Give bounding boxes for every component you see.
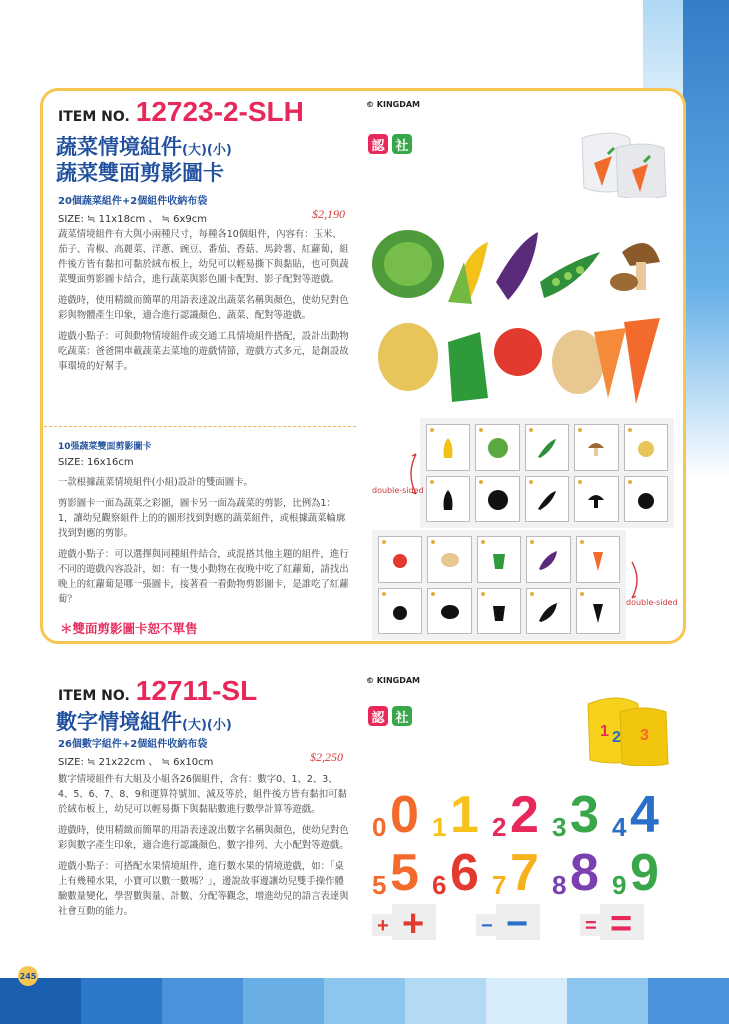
arrow-icon [404, 452, 420, 496]
felt-numbers-photo [370, 776, 676, 952]
product-size-2: SIZE: ≒ 21x22cm 、 ≒ 6x10cm [58, 757, 214, 768]
title-text: 蔬菜情境組件 [56, 135, 182, 159]
product-price: $2,190 [312, 207, 345, 221]
description-paragraph: 遊戲時，使用精緻而簡單的用語表達說出蔬菜名稱與顏色，使幼兒對色彩與物體產生印象，適合進行認識顏色、蔬菜、配對等遊戲。 [58, 295, 349, 321]
card-pepper-silhouette [477, 588, 521, 635]
not-sold-separately-note: ＊雙面剪影圖卡恕不單售 [60, 621, 198, 636]
title-size: (大)(小) [182, 718, 232, 733]
felt-digit: 7 [510, 844, 539, 902]
numbers-art [370, 776, 676, 952]
felt-digit: 0 [390, 786, 419, 844]
card-onion-silhouette [624, 476, 668, 523]
card-carrot-color [576, 536, 620, 583]
product-subtitle-2: 26個數字組件+2個組件收納布袋 [58, 739, 208, 750]
badge-group-2 [368, 706, 412, 726]
card-grid-top [420, 418, 674, 528]
product-price-2: $2,250 [310, 750, 343, 764]
card-paragraph: 剪影圖卡一面為蔬菜之彩圖，圖卡另一面為蔬菜的剪影，比例為1：1，讓幼兒觀察組件上的的圖形找到對應的蔬菜組件，或根據蔬菜輪廓找到對應的剪影。 [58, 498, 346, 539]
badge-cognition: 認 [368, 134, 388, 154]
product-description [58, 227, 350, 380]
card-cabbage-color [475, 424, 519, 471]
card-subtitle: 10張蔬菜雙面剪影圖卡 [58, 442, 152, 452]
felt-operator: − [481, 915, 493, 937]
svg-text:1: 1 [600, 723, 609, 740]
item-number-line-2 [58, 675, 257, 707]
double-sided-label: double-sided [372, 486, 424, 495]
arrow-icon-2 [628, 560, 644, 600]
felt-digit: 6 [432, 870, 447, 900]
felt-operator: = [610, 903, 633, 945]
description-paragraph: 蔬菜情境組件有大與小兩種尺寸，每種各10個組件，內容有：玉米、茄子、青椒、高麗菜、洋蔥、豌豆、番茄、香菇、馬鈴薯、紅蘿蔔，組件後方皆有黏扣可黏於絨布板上，幼兒可以輕易撕下與黏貼，也可與蔬菜雙面剪影圖卡結合，進行蔬菜與影色圖卡配對、影子配對等遊戲。 [58, 229, 349, 285]
felt-digit: 1 [432, 812, 447, 842]
item-number: 12711-SL [135, 675, 258, 706]
product-title-numbers [56, 706, 232, 736]
card-mushroom-color [574, 424, 618, 471]
card-eggplant-silhouette [526, 588, 570, 635]
double-sided-label-2: double-sided [626, 598, 678, 607]
badge-social: 社 [392, 134, 412, 154]
card-tomato-color [378, 536, 422, 583]
brand-label-2: © KINGDAM [366, 676, 421, 685]
card-paragraph: 一款根據蔬菜情境組件(小組)設計的雙面圖卡。 [58, 477, 253, 488]
corner-decoration [683, 0, 729, 480]
title-size: (大)(小) [182, 143, 232, 158]
title-text: 數字情境組件 [56, 710, 182, 734]
item-number-line [58, 96, 304, 128]
badge-cognition: 認 [368, 706, 388, 726]
card-mushroom-silhouette [574, 476, 618, 523]
felt-digit: 6 [450, 844, 479, 902]
card-potato-color [427, 536, 471, 583]
card-pea-color [525, 424, 569, 471]
svg-text:3: 3 [640, 727, 649, 744]
card-corn-color [426, 424, 470, 471]
item-label: ITEM NO. [58, 688, 130, 704]
felt-digit: 9 [612, 870, 627, 900]
brand-label: © KINGDAM [366, 100, 421, 109]
card-potato-silhouette [427, 588, 471, 635]
felt-digit: 8 [570, 844, 599, 902]
felt-digit: 9 [630, 844, 659, 902]
card-corn-silhouette [426, 476, 470, 523]
felt-digit: 2 [510, 786, 539, 844]
felt-operator: + [377, 915, 389, 937]
felt-digit: 1 [450, 786, 479, 844]
felt-digit: 3 [570, 786, 599, 844]
item-number: 12723-2-SLH [135, 96, 304, 127]
yellow-bags-photo [582, 680, 672, 766]
card-grid-bottom [372, 530, 626, 640]
felt-digit: 4 [612, 812, 627, 842]
badge-social: 社 [392, 706, 412, 726]
description-paragraph: 數字情境組件有大組及小組各26個組件，含有：數字0、1、2、3、4、5、6、7、8、9和運算符號加、減及等於，組件後方皆有黏扣可黏於絨布板上，幼兒可以輕易撕下與黏貼數進行數學計算等遊戲。 [58, 774, 347, 815]
felt-digit: 5 [372, 870, 387, 900]
product-subtitle: 20個蔬菜組件+2個組件收納布袋 [58, 196, 208, 207]
card-pepper-color [477, 536, 521, 583]
card-cabbage-silhouette [475, 476, 519, 523]
svg-text:2: 2 [612, 729, 621, 746]
product-title-2: 蔬菜雙面剪影圖卡 [56, 161, 224, 185]
description-paragraph: 遊戲小點子：可搭配水果情境組件，進行數水果的情境遊戲，如：「桌上有幾種水果，小寶可以數一數嗎？」，邊說故事邊讓幼兒雙手操作體驗數量變化，學習數與量、計數、分配等觀念，增進幼兒的語言表達與社會互動的能力。 [58, 861, 349, 917]
card-tomato-silhouette [378, 588, 422, 635]
felt-digit: 5 [390, 844, 419, 902]
card-paragraph: 遊戲小點子：可以選擇與同種組件結合，或混搭其他主題的組件，進行不同的遊戲內容設計，如：有一隻小動物在夜晚中吃了紅蘿蔔，請找出晚上的紅蘿蔔是哪一張圖卡，接著看一看動物剪影圖卡，是誰吃了紅蘿蔔？ [58, 549, 349, 605]
card-carrot-silhouette [576, 588, 620, 635]
felt-digit: 4 [630, 786, 659, 844]
felt-operator: + [402, 903, 425, 945]
page-number: 245 [18, 966, 38, 986]
felt-operator: − [506, 903, 529, 945]
product-description-2 [58, 772, 352, 925]
product-size: SIZE: ≒ 11x18cm 、 ≒ 6x9cm [58, 214, 207, 225]
felt-operator: = [585, 915, 597, 937]
felt-digit: 3 [552, 812, 567, 842]
item-label: ITEM NO. [58, 109, 130, 125]
felt-vegetables-photo [368, 222, 668, 412]
description-paragraph: 遊戲時，使用精緻而簡單的用語表達說出數字名稱與顏色，使幼兒對色彩與數字產生印象，適合進行認識顏色、數字排列、大小配對等遊戲。 [58, 825, 349, 851]
felt-digit: 8 [552, 870, 567, 900]
badge-group [368, 134, 412, 154]
felt-digit: 2 [492, 812, 507, 842]
card-description [58, 475, 350, 613]
card-eggplant-color [526, 536, 570, 583]
footer-color-band [0, 978, 729, 1024]
description-paragraph: 遊戲小點子：可與動物情境組件或交通工具情境組件搭配，設計出動物吃蔬菜：爸爸開車載蔬菜去菜地的遊戲情節，遊戲方式多元，是創設故事環境的好幫手。 [58, 331, 349, 372]
card-size: SIZE: 16x16cm [58, 457, 134, 468]
drawstring-bags-photo [572, 108, 672, 198]
felt-digit: 0 [372, 812, 387, 842]
section-divider [44, 426, 356, 427]
felt-digit: 7 [492, 870, 507, 900]
card-onion-color [624, 424, 668, 471]
card-pea-silhouette [525, 476, 569, 523]
